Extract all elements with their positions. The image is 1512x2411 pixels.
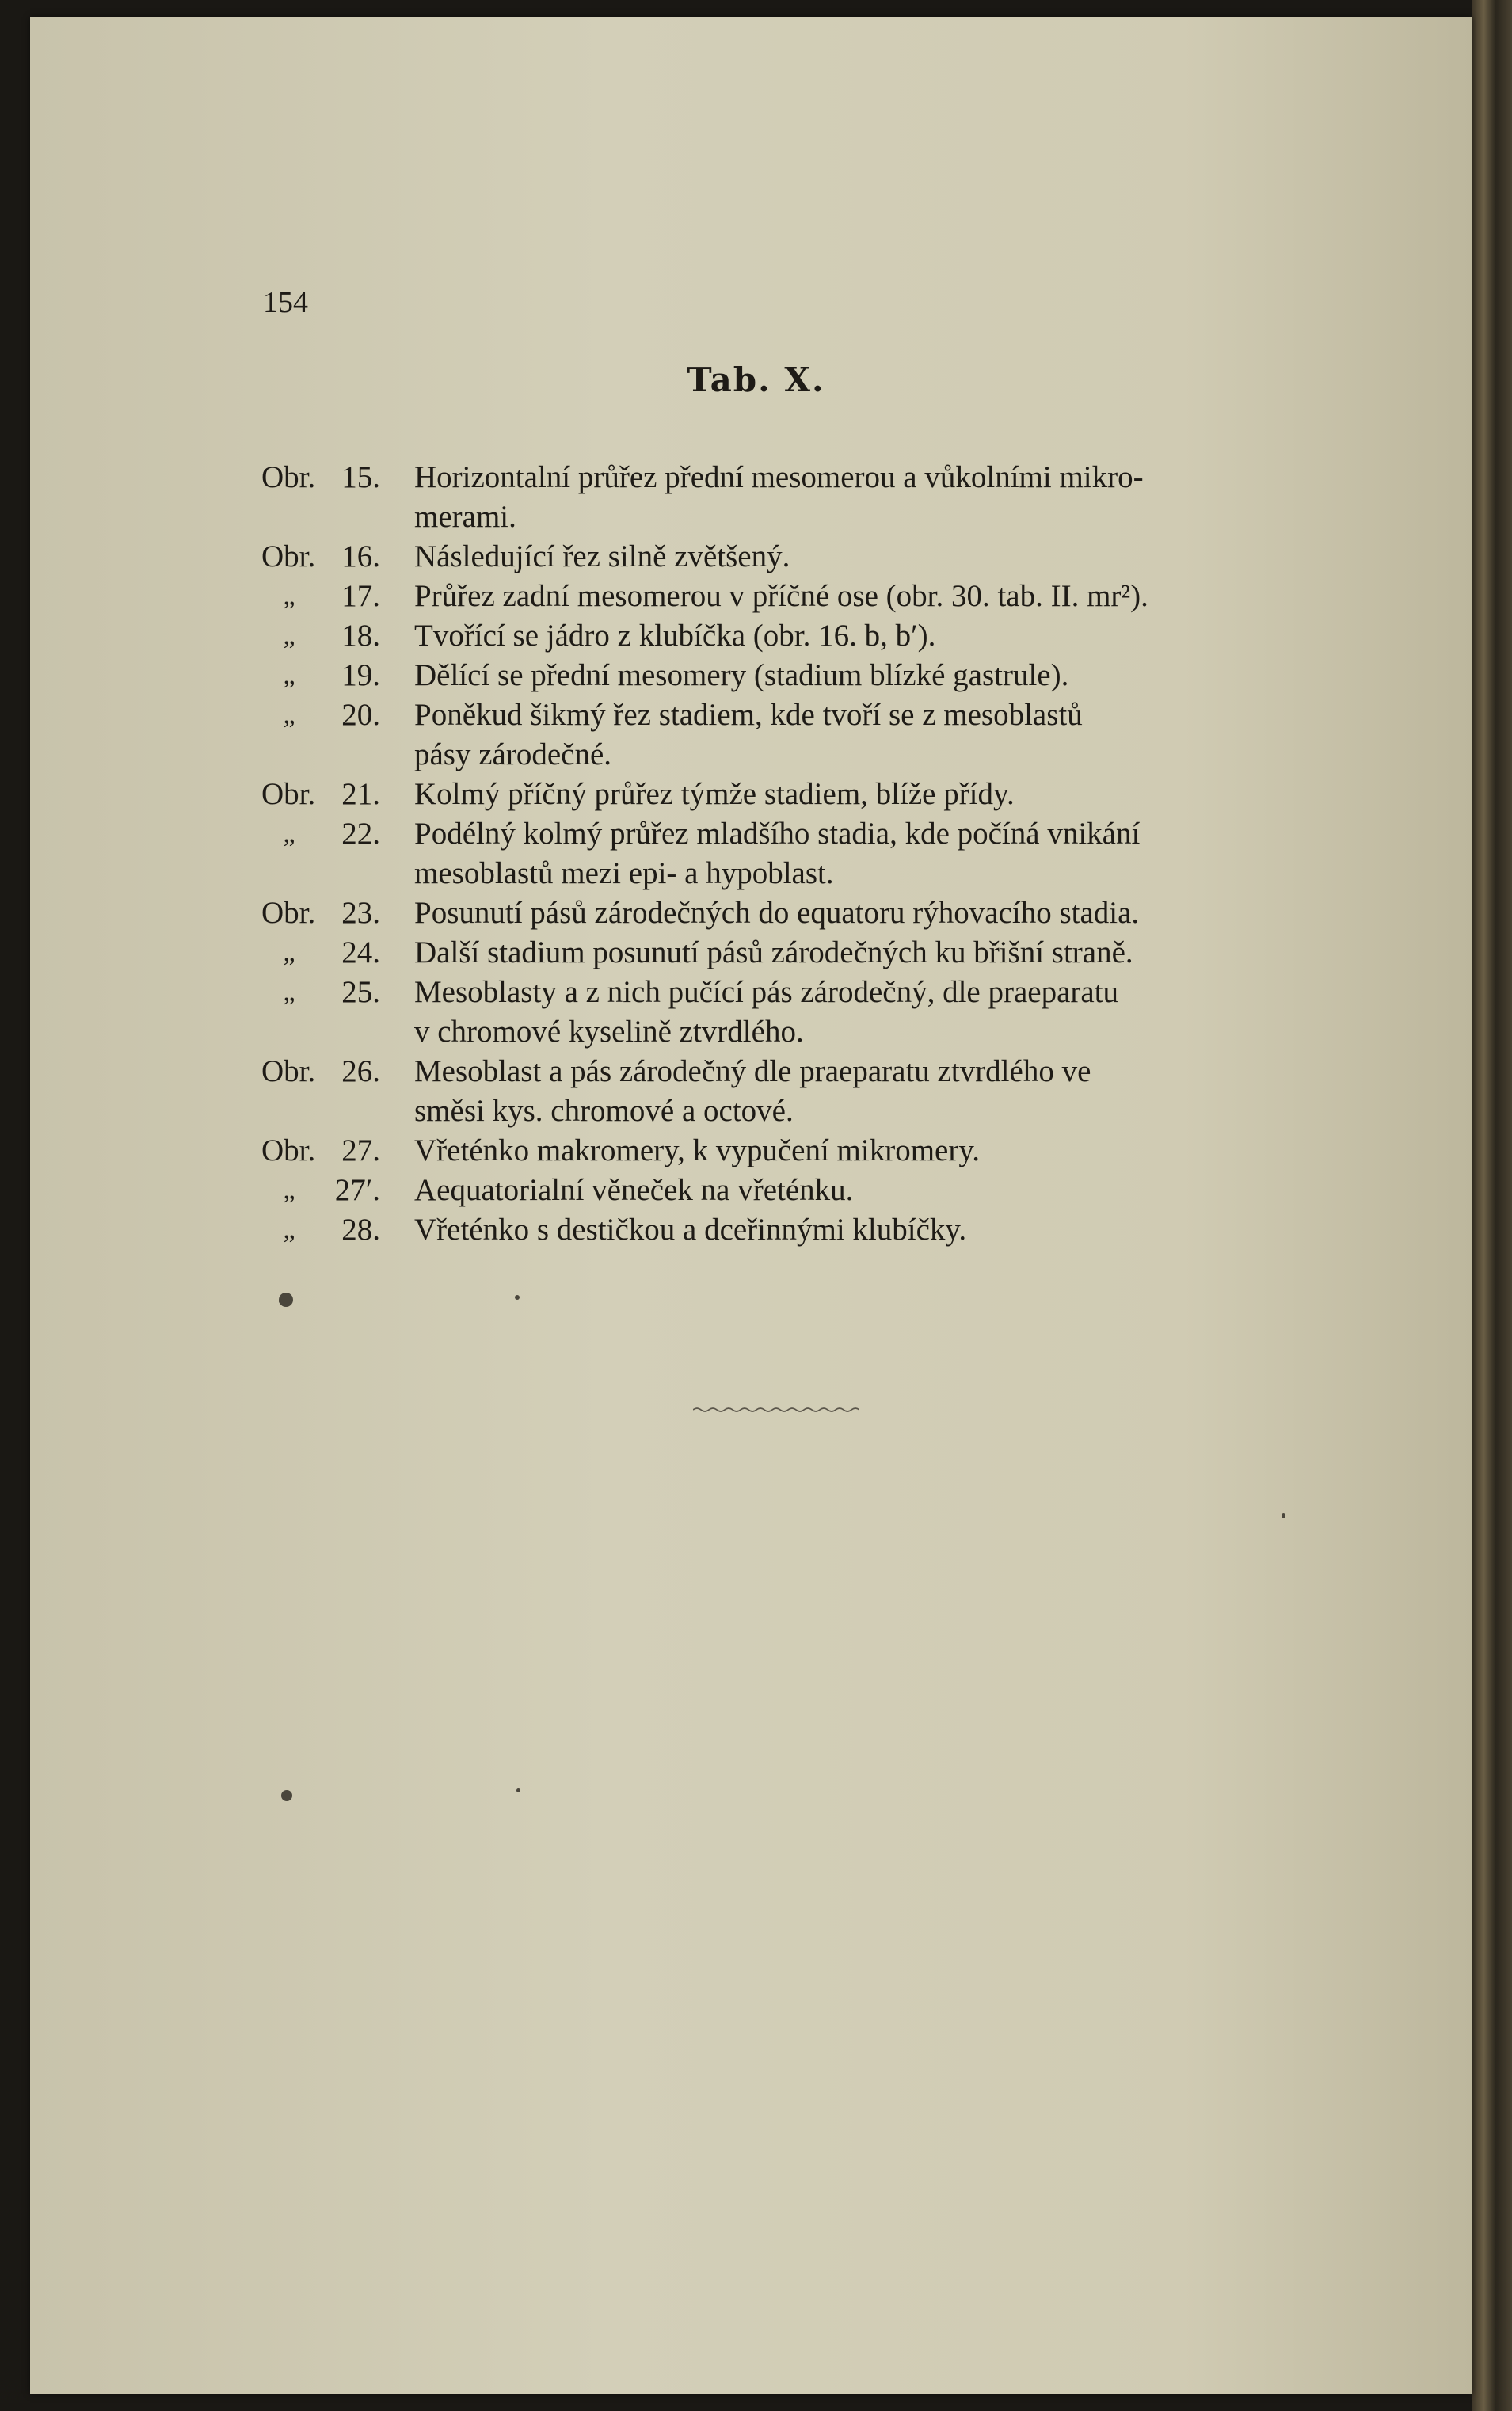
caption-line: Podélný kolmý průřez mladšího stadia, kde počíná vnikání — [414, 817, 1141, 851]
caption-label: „ — [283, 621, 295, 650]
caption-line: Vřeténko makromery, k vypučení mikromery. — [414, 1133, 981, 1167]
caption-line: Kolmý příčný průřez týmže stadiem, blíže přídy. — [414, 777, 1015, 811]
caption-label: „ — [283, 700, 295, 729]
caption-label: Obr. — [261, 896, 316, 930]
caption-entry — [261, 656, 1291, 695]
caption-line: Následující řez silně zvětšený. — [414, 539, 790, 573]
caption-entry — [261, 616, 1291, 656]
caption-text — [414, 656, 1284, 695]
caption-line: Mesoblasty a z nich pučící pás zárodečný, dle praeparatu — [414, 975, 1119, 1009]
caption-line: v chromové kyselině ztvrdlého. — [414, 1015, 804, 1049]
caption-line: Poněkud šikmý řez stadiem, kde tvoří se z mesoblastů — [414, 698, 1083, 732]
figure-number: 27. — [341, 1133, 380, 1167]
paper-speck — [516, 1788, 520, 1792]
caption-label: Obr. — [261, 460, 316, 494]
caption-line: Horizontalní průřez přední mesomerou a vůkolními mikro- — [414, 460, 1144, 494]
caption-text — [414, 458, 1284, 537]
caption-text — [414, 695, 1284, 775]
caption-line: Tvořící se jádro z klubíčka (obr. 16. b, b′). — [414, 619, 936, 653]
caption-text — [414, 775, 1284, 814]
caption-label: „ — [283, 938, 295, 967]
caption-line: merami. — [414, 500, 516, 534]
page-number: 154 — [263, 286, 308, 319]
caption-entry — [261, 1171, 1291, 1210]
figure-number: 22. — [341, 817, 380, 851]
caption-entry — [261, 577, 1291, 616]
caption-label: „ — [283, 661, 295, 690]
caption-entry — [261, 933, 1291, 973]
figure-caption-list — [261, 458, 1291, 1250]
paper-speck — [281, 1790, 292, 1801]
caption-entry — [261, 1131, 1291, 1171]
decorative-wavy-rule — [693, 1406, 859, 1414]
figure-number: 24. — [341, 935, 380, 969]
caption-label: „ — [283, 1175, 295, 1205]
caption-line: Aequatorialní věneček na vřeténku. — [414, 1173, 854, 1207]
paper-speck — [281, 1299, 284, 1301]
figure-number: 17. — [341, 579, 380, 613]
caption-text — [414, 893, 1284, 933]
caption-entry — [261, 814, 1291, 893]
caption-text — [414, 1210, 1284, 1250]
caption-entry — [261, 775, 1291, 814]
caption-label: „ — [283, 977, 295, 1007]
figure-number: 19. — [341, 658, 380, 692]
caption-line: Dělící se přední mesomery (stadium blízké gastrule). — [414, 658, 1069, 692]
figure-number: 16. — [341, 539, 380, 573]
caption-entry — [261, 458, 1291, 537]
figure-number: 23. — [341, 896, 380, 930]
caption-entry — [261, 537, 1291, 577]
caption-line: Další stadium posunutí pásů zárodečných ku břišní straně. — [414, 935, 1133, 969]
caption-entry — [261, 1052, 1291, 1131]
caption-text — [414, 537, 1284, 577]
caption-line: směsi kys. chromové a octové. — [414, 1094, 794, 1128]
figure-number: 18. — [341, 619, 380, 653]
caption-text — [414, 1131, 1284, 1171]
plate-title: Tab. X. — [687, 360, 825, 399]
figure-number: 21. — [341, 777, 380, 811]
caption-line: mesoblastů mezi epi- a hypoblast. — [414, 856, 834, 890]
caption-entry — [261, 973, 1291, 1052]
caption-text — [414, 973, 1284, 1052]
caption-entry — [261, 893, 1291, 933]
caption-line: pásy zárodečné. — [414, 737, 612, 771]
caption-label: Obr. — [261, 777, 316, 811]
paper-speck — [1282, 1513, 1285, 1518]
figure-number: 28. — [341, 1213, 380, 1247]
figure-number: 25. — [341, 975, 380, 1009]
caption-text — [414, 577, 1284, 616]
caption-label: „ — [283, 1215, 295, 1244]
paper-speck — [515, 1295, 520, 1300]
caption-line: Posunutí pásů zárodečných do equatoru rýhovacího stadia. — [414, 896, 1140, 930]
caption-text — [414, 616, 1284, 656]
caption-text — [414, 814, 1284, 893]
caption-text — [414, 1052, 1284, 1131]
caption-label: Obr. — [261, 1133, 316, 1167]
caption-entry — [261, 695, 1291, 775]
figure-number: 26. — [341, 1054, 380, 1088]
caption-text — [414, 1171, 1284, 1210]
caption-line: Mesoblast a pás zárodečný dle praeparatu ztvrdlého ve — [414, 1054, 1091, 1088]
figure-number: 20. — [341, 698, 380, 732]
caption-text — [414, 933, 1284, 973]
caption-label: Obr. — [261, 1054, 316, 1088]
figure-number: 15. — [341, 460, 380, 494]
caption-label: „ — [283, 581, 295, 611]
caption-line: Vřeténko s destičkou a dceřinnými klubíčky. — [414, 1213, 967, 1247]
caption-label: „ — [283, 819, 295, 848]
figure-number: 27′. — [334, 1173, 380, 1207]
caption-label: Obr. — [261, 539, 316, 573]
caption-entry — [261, 1210, 1291, 1250]
caption-line: Průřez zadní mesomerou v příčné ose (obr. 30. tab. II. mr²). — [414, 579, 1148, 613]
